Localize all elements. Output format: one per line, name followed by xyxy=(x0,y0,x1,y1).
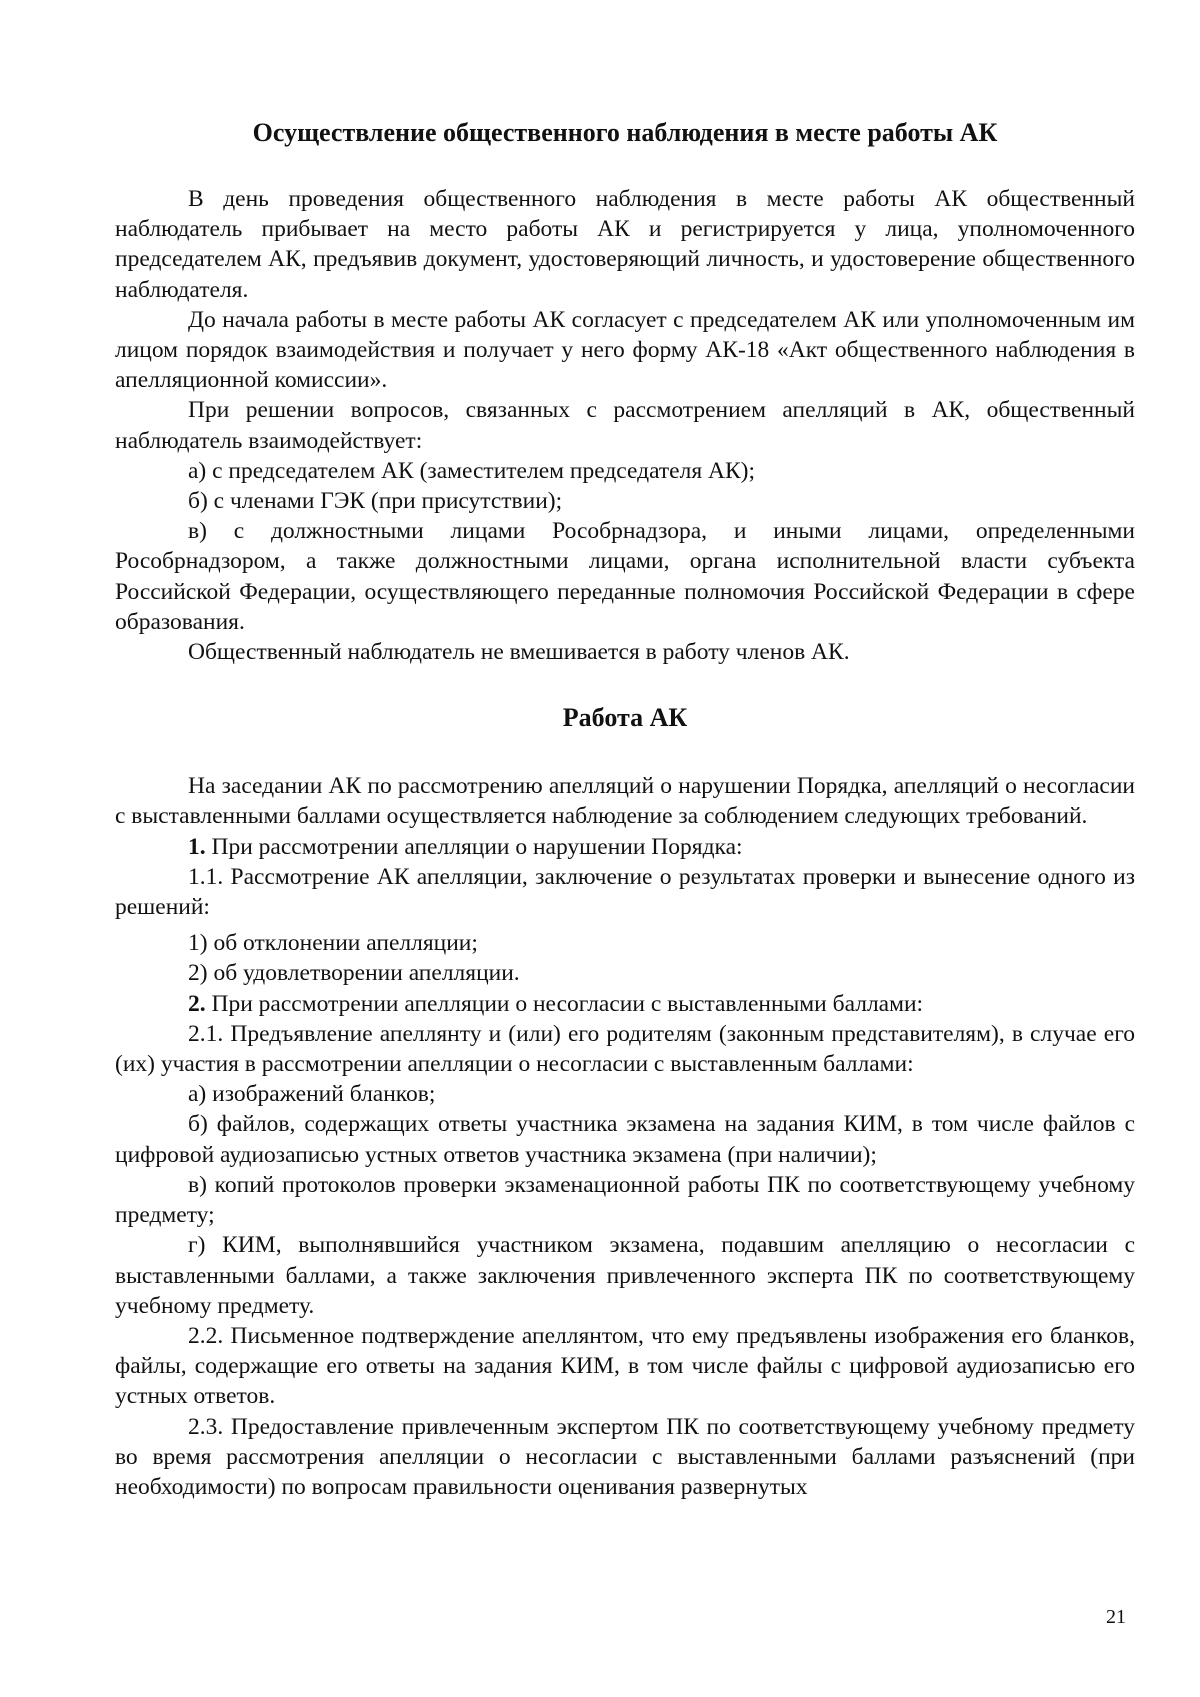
item-1 xyxy=(115,832,1135,862)
paragraph-intro: На заседании АК по рассмотрению апелляций о нарушении Порядка, апелляций о несогласии с выставленными баллами осуществляется наблюдение за соблюдением следующих требований. xyxy=(115,773,1135,830)
section-ak-work-body xyxy=(115,771,1135,1502)
paragraph-before-start: До начала работы в месте работы АК согласует с председателем АК или уполномоченным им лицом порядок взаимодействия и получает у него форму АК-18 «Акт общественного наблюдения в апелляционной комиссии». xyxy=(115,306,1135,394)
decision-reject: 1) об отклонении апелляции; xyxy=(188,930,478,957)
sub-item-b: б) файлов, содержащих ответы участника экзамена на задания КИМ, в том числе файлов с цифровой аудиозаписью устных ответов участника экзамена (при наличии); xyxy=(115,1111,1135,1168)
item-2-text: При рассмотрении апелляции о несогласии с выставленными баллами: xyxy=(211,990,924,1017)
sub-item-a: а) изображений бланков; xyxy=(188,1081,436,1108)
item-1-1: 1.1. Рассмотрение АК апелляции, заключение о результатах проверки и вынесение одного из решений: xyxy=(115,863,1135,921)
item-2-3: 2.3. Предоставление привлеченным экспертом ПК по соответствующему учебному предмету во время рассмотрения апелляции о несогласии с выставленными баллами разъяснений (при необходимости) по вопросам правильности оценивания развернутых xyxy=(115,1413,1135,1500)
document-page xyxy=(115,100,1135,1502)
item-1-number: 1. xyxy=(188,833,206,860)
sub-item-v: в) копий протоколов проверки экзаменационной работы ПК по соответствующему учебному предмету; xyxy=(115,1171,1135,1229)
item-2-number: 2. xyxy=(188,990,206,1017)
paragraph-no-interference: Общественный наблюдатель не вмешивается в работу членов АК. xyxy=(188,639,850,666)
paragraph-interaction: При решении вопросов, связанных с рассмотрением апелляций в АК, общественный наблюдатель взаимодействует: xyxy=(115,397,1135,454)
list-item-chairman: а) с председателем АК (заместителем председателя АК); xyxy=(188,457,756,484)
item-2-1: 2.1. Предъявление апеллянту и (или) его родителям (законным представителям), в случае его (их) участия в рассмотрении апелляции о несогласии с выставленным баллами: xyxy=(115,1020,1135,1078)
item-1-text: При рассмотрении апелляции о нарушении Порядка: xyxy=(211,833,743,860)
list-item-gek-members: б) с членами ГЭК (при присутствии); xyxy=(188,488,563,515)
list-item-officials: в) с должностными лицами Рособрнадзора, и иными лицами, определенными Рособрнадзором, а также должностными лицами, органа исполнительной власти субъекта Российской Федерации, осуществляющего переданные полномочия Российской Федерации в сфере образования. xyxy=(115,518,1135,635)
item-2 xyxy=(115,989,1135,1019)
section-heading-ak-work: Работа АК xyxy=(562,703,688,733)
paragraph-arrival: В день проведения общественного наблюдения в месте работы АК общественный наблюдатель прибывает на место работы АК и регистрируется у лица, уполномоченного председателем АК, предъявив документ, удостоверяющий личность, и удостоверение общественного наблюдателя. xyxy=(115,186,1135,303)
item-2-2: 2.2. Письменное подтверждение апеллянтом, что ему предъявлены изображения его бланков, файлы, содержащие его ответы на задания КИМ, в том числе файлы с цифровой аудиозаписью его устных ответов. xyxy=(115,1322,1135,1410)
page-number: 21 xyxy=(1106,1606,1126,1628)
section-public-observation-body xyxy=(115,184,1135,667)
sub-item-g: г) КИМ, выполнявшийся участником экзамена, подавшим апелляцию о несогласии с выставленными баллами, а также заключения привлеченного эксперта ПК по соответствующему учебному предмету. xyxy=(115,1232,1135,1319)
decision-satisfy: 2) об удовлетворении апелляции. xyxy=(188,960,520,987)
section-heading-public-observation: Осуществление общественного наблюдения в месте работы АК xyxy=(252,118,998,147)
